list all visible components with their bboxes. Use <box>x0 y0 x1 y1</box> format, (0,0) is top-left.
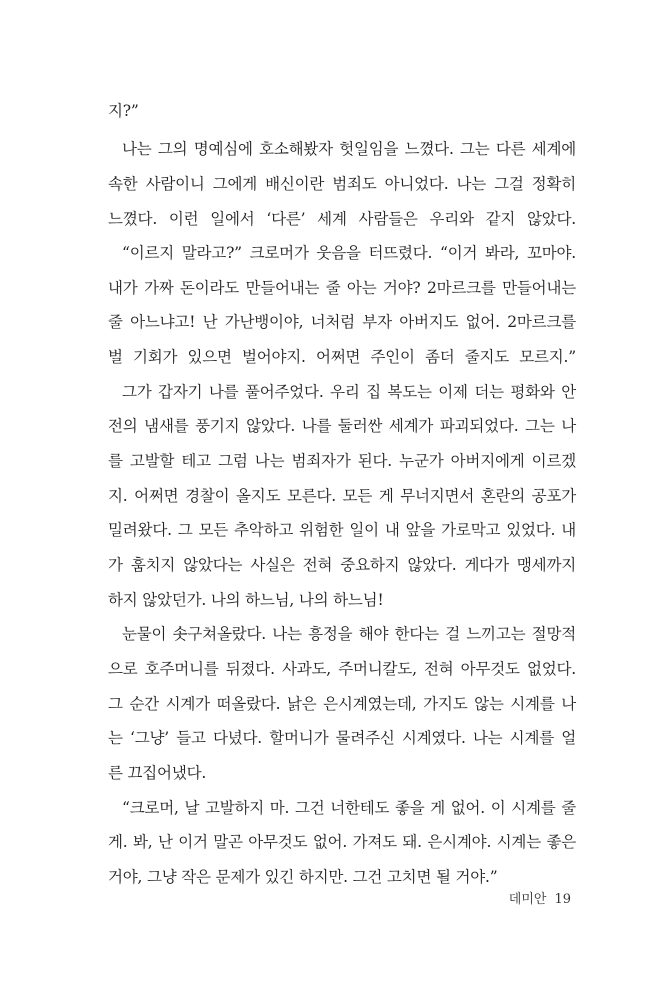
text-line: 거야, 그냥 작은 문제가 있긴 하지만. 그건 고치면 될 거야.” <box>108 868 498 886</box>
text-line: 게. 봐, 난 이거 말곤 아무것도 없어. 가져도 돼. 은시계야. 시계는 좋은 <box>108 833 576 851</box>
text-line: 느꼈다. 이런 일에서 ‘다른’ 세계 사람들은 우리와 같지 않았다. <box>108 210 576 228</box>
paragraph-start-line: 눈물이 솟구쳐올랐다. 나는 흥정을 해야 한다는 걸 느끼고는 절망적 <box>122 625 576 643</box>
text-line: 그 순간 시계가 떠올랐다. 낡은 은시계였는데, 가지도 않는 시계를 나 <box>108 695 576 713</box>
text-line: 밀려왔다. 그 모든 추악하고 위험한 일이 내 앞을 가로막고 있었다. 내 <box>108 521 576 539</box>
text-line: 른 끄집어냈다. <box>108 764 207 782</box>
page-number: 19 <box>554 892 571 907</box>
text-line: 하지 않았던가. 나의 하느님, 나의 하느님! <box>108 591 384 609</box>
text-line: 지. 어쩌면 경찰이 올지도 모른다. 모든 게 무너지면서 혼란의 공포가 <box>108 487 576 505</box>
text-line: 속한 사람이니 그에게 배신이란 범죄도 아니었다. 나는 그걸 정확히 <box>108 175 576 193</box>
text-line: 벌 기회가 있으면 벌어야지. 어쩌면 주인이 좀더 줄지도 모르지.” <box>108 348 576 366</box>
text-line: 지?” <box>108 102 139 120</box>
paragraph-start-line: “크로머, 날 고발하지 마. 그건 너한테도 좋을 게 없어. 이 시계를 줄 <box>122 799 576 817</box>
text-line: 는 ‘그냥’ 들고 다녔다. 할머니가 물려주신 시계였다. 나는 시계를 얼 <box>108 729 576 747</box>
text-line: 전의 냄새를 풍기지 않았다. 나를 둘러싼 세계가 파괴되었다. 그는 나 <box>108 417 576 435</box>
book-title: 데미안 <box>508 892 547 907</box>
text-line: 내가 가짜 돈이라도 만들어내는 줄 아는 거야? 2마르크를 만들어내는 <box>108 279 576 297</box>
running-footer <box>509 891 571 909</box>
paragraph-start-line: 그가 갑자기 나를 풀어주었다. 우리 집 복도는 이제 더는 평화와 안 <box>122 383 576 401</box>
paragraph-start-line: 나는 그의 명예심에 호소해봤자 헛일임을 느꼈다. 그는 다른 세계에 <box>122 140 576 158</box>
text-line: 줄 아느냐고! 난 가난뱅이야, 너처럼 부자 아버지도 없어. 2마르크를 <box>108 313 576 331</box>
text-line: 가 훔치지 않았다는 사실은 전혀 중요하지 않았다. 게다가 맹세까지 <box>108 556 576 574</box>
text-line: 를 고발할 테고 그럼 나는 범죄자가 된다. 누군가 아버지에게 이르겠 <box>108 452 576 470</box>
text-line: 으로 호주머니를 뒤졌다. 사과도, 주머니칼도, 전혀 아무것도 없었다. <box>108 660 576 678</box>
paragraph-start-line: “이르지 말라고?” 크로머가 웃음을 터뜨렸다. “이거 봐라, 꼬마야. <box>122 244 576 262</box>
